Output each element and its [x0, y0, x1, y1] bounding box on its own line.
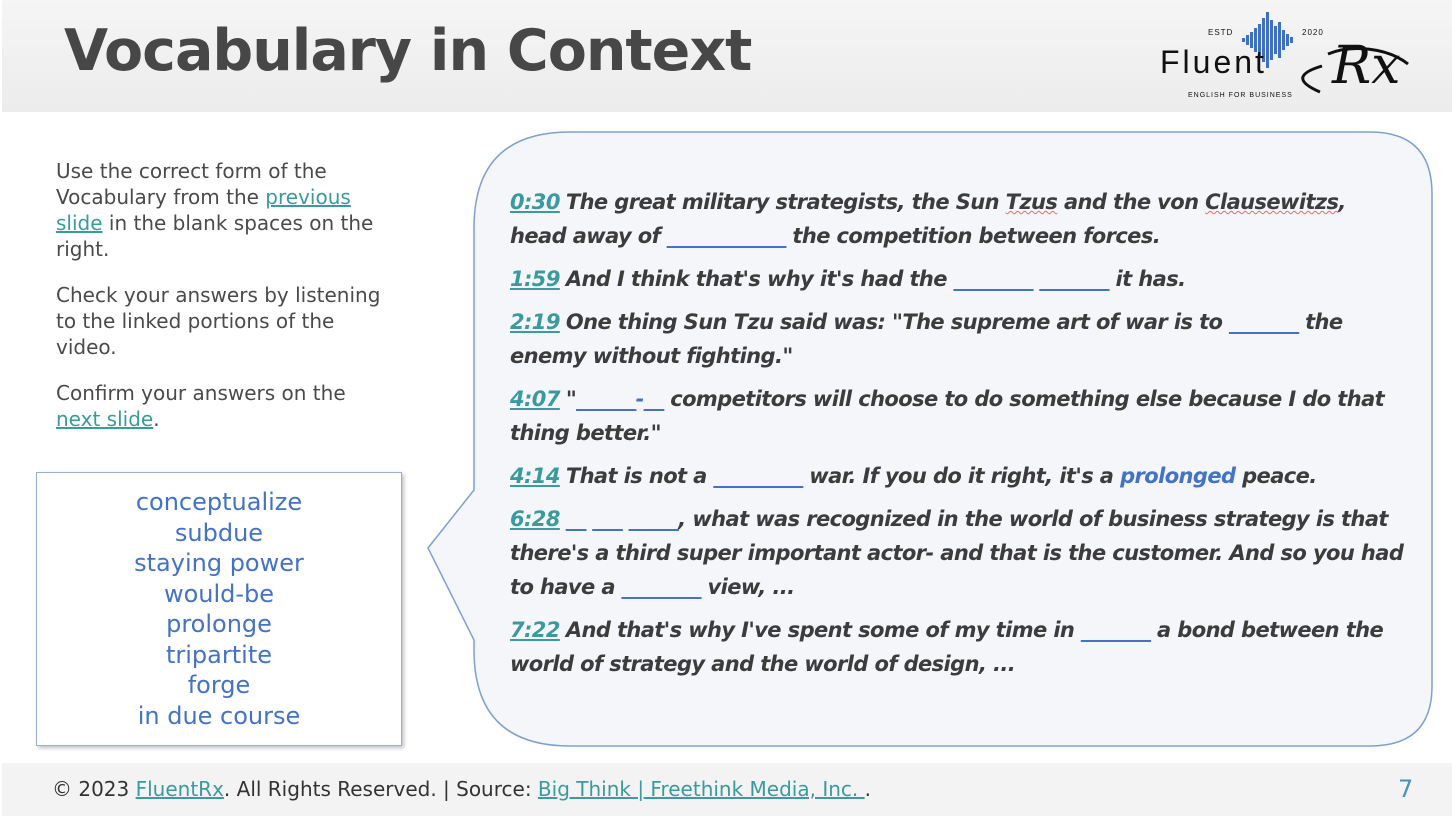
copyright-notice [52, 777, 871, 801]
line-text: view, ... [700, 575, 795, 599]
vocab-item: staying power [134, 549, 304, 577]
timestamp-link[interactable]: 4:14 [510, 464, 560, 488]
line-text: The great military strategists, the Sun [565, 190, 1006, 214]
line-text: , [1338, 190, 1346, 214]
line-text: head away of [510, 224, 667, 248]
highlighted-word: prolonged [1120, 464, 1236, 488]
vocab-item: subdue [174, 518, 264, 547]
transcript-line [510, 459, 1410, 493]
footer-bar [2, 763, 1452, 816]
source-link[interactable]: Big Think | Freethink Media, Inc. [537, 777, 865, 801]
transcript-line [510, 305, 1410, 373]
line-text: war. If you do it right, it's a [802, 464, 1121, 488]
spellcheck-word: Tzus [1005, 190, 1058, 214]
line-text: competitors will choose to do something else because I do that thing better." [510, 387, 1385, 445]
instruction-3-text-a: Confirm your answers on the [56, 381, 346, 405]
line-text: One thing Sun Tzu said was: "The supreme art of war is to [565, 310, 1230, 334]
page-number: 7 [1398, 775, 1414, 803]
spellcheck-word: Clausewitzs [1205, 190, 1339, 214]
vocab-item: tripartite [165, 640, 272, 669]
answer-blank: ________ [621, 575, 701, 599]
instruction-3-text-b: . [153, 407, 160, 431]
next-slide-link[interactable]: next slide [56, 407, 154, 431]
answer-blank: _________ [713, 464, 803, 488]
transcript-line [510, 185, 1410, 253]
answer-blank: __ ___ _____ [565, 507, 679, 531]
transcript-line [510, 262, 1410, 296]
answer-blank: _______ [1081, 618, 1151, 642]
vocab-item: forge [187, 671, 251, 699]
logo-script-rx: Rx [1332, 36, 1401, 96]
answer-blank: _______ [1229, 310, 1299, 334]
line-text: a bond between the world of strategy and the world of design, ... [510, 618, 1384, 676]
timestamp-link[interactable]: 2:19 [510, 310, 560, 334]
answer-blank: _______ [1039, 267, 1109, 291]
answer-blank: ______-__ [576, 387, 664, 411]
vocab-item: in due course [137, 701, 301, 730]
vocab-item: would-be [163, 579, 275, 608]
transcript-line [510, 613, 1410, 681]
transcript [510, 185, 1410, 690]
line-text: And I think that's why it's had the [565, 267, 954, 291]
page-title: Vocabulary in Context [64, 18, 752, 84]
transcript-line [510, 502, 1410, 604]
timestamp-link[interactable]: 4:07 [510, 387, 560, 411]
timestamp-link[interactable]: 0:30 [510, 190, 560, 214]
logo-year: 2020 [1302, 28, 1324, 37]
answer-blank: ________ [953, 267, 1033, 291]
footer-prefix: © 2023 [52, 777, 136, 801]
footer-suffix: . [864, 777, 871, 801]
fluentrx-link[interactable]: FluentRx [135, 777, 224, 801]
logo-estd: ESTD [1208, 28, 1234, 37]
timestamp-link[interactable]: 7:22 [510, 618, 560, 642]
transcript-line [510, 382, 1410, 450]
instruction-1-text-a: Use the correct form of the Vocabulary from the [56, 159, 327, 209]
line-text: and the von [1057, 190, 1206, 214]
line-text: it has. [1108, 267, 1186, 291]
vocab-item: prolonge [166, 610, 272, 638]
vocab-item: conceptualize [135, 488, 303, 516]
timestamp-link[interactable]: 1:59 [510, 267, 560, 291]
instruction-1-text-b: in the blank spaces on the right. [56, 211, 374, 261]
line-text: , what was recognized in the world of business strategy is that there's a third super important actor- and that is the customer. And so you had to have a [510, 507, 1404, 599]
line-text: And that's why I've spent some of my time in [565, 618, 1081, 642]
footer-middle: . All Rights Reserved. | Source: [223, 777, 538, 801]
logo-tagline: ENGLISH FOR BUSINESS [1188, 92, 1293, 99]
line-text: the enemy without fighting." [510, 310, 1343, 368]
instruction-2: Check your answers by listening to the linked portions of the video. [56, 283, 381, 359]
line-text: peace. [1235, 464, 1317, 488]
line-text: " [565, 387, 577, 411]
line-text: That is not a [565, 464, 714, 488]
line-text: the competition between forces. [785, 224, 1161, 248]
previous-slide-link[interactable]: previous slide [56, 185, 351, 235]
logo-wordmark: Fluent [1160, 44, 1267, 80]
timestamp-link[interactable]: 6:28 [510, 507, 560, 531]
answer-blank: ____________ [666, 224, 786, 248]
